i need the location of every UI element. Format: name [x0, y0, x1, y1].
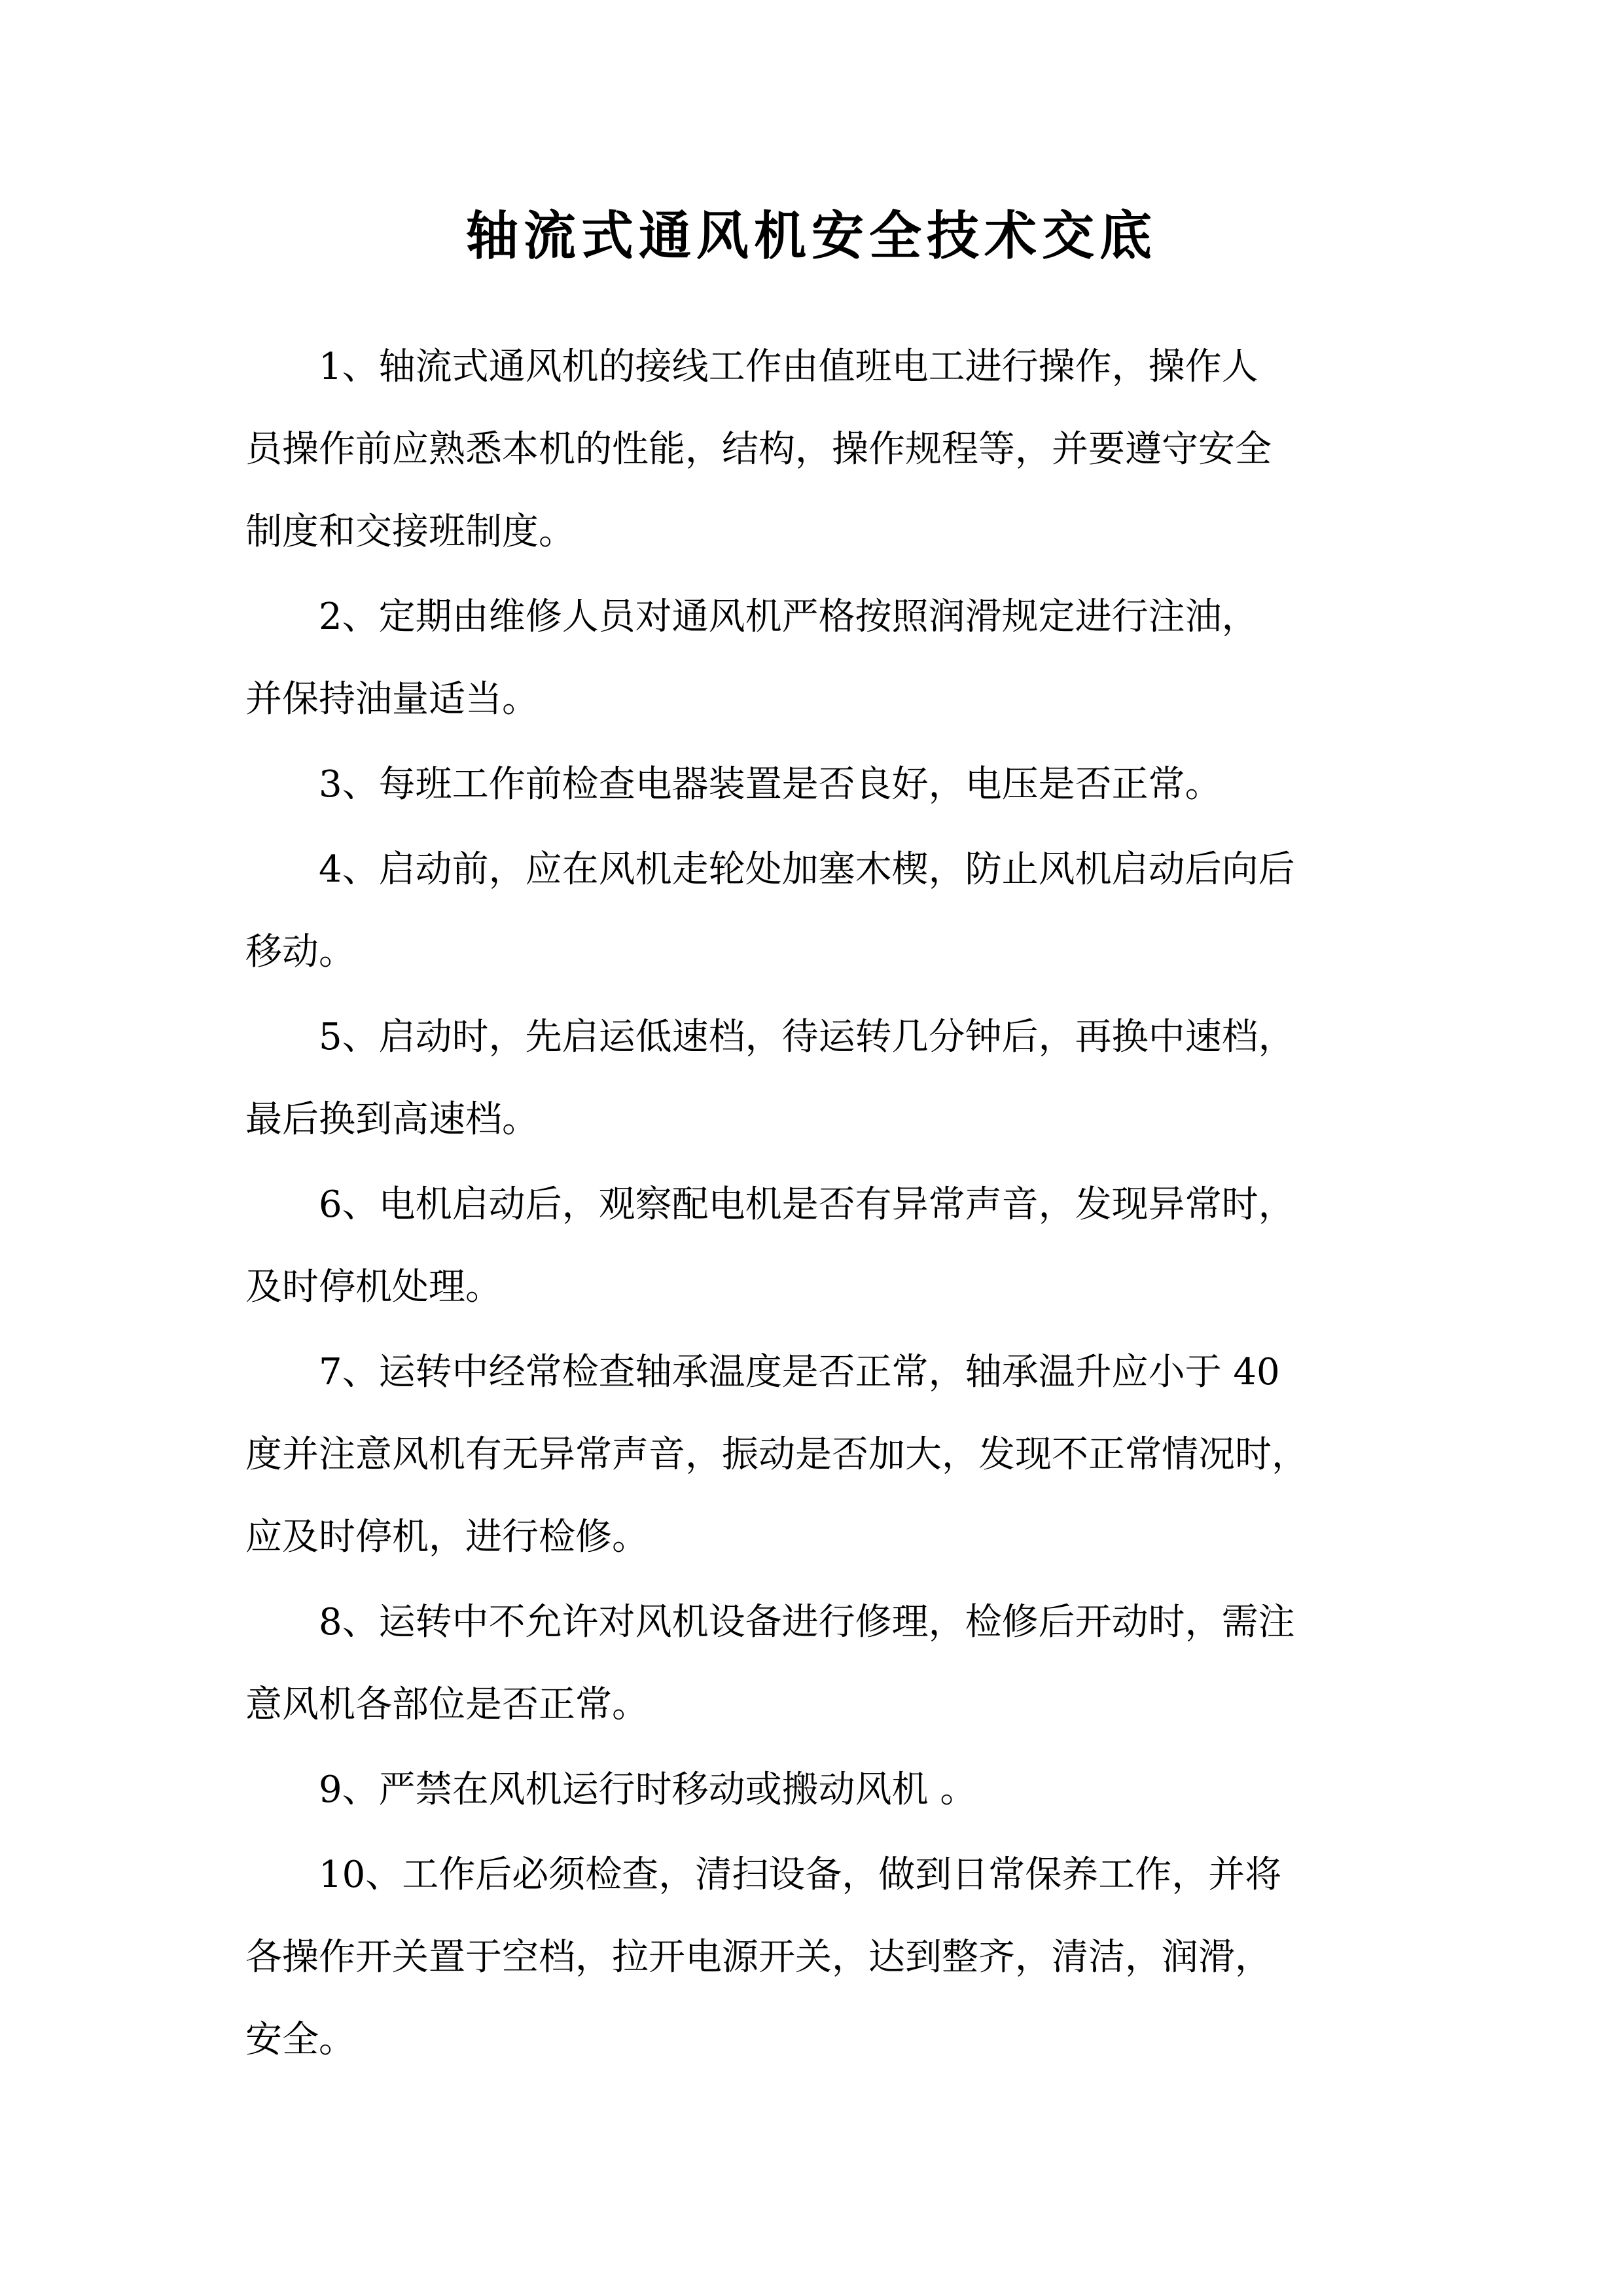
list-item [245, 829, 1384, 994]
list-item [245, 1749, 1384, 1831]
document-title: 轴流式通风机安全技术交底 [466, 205, 1157, 266]
list-item [245, 576, 1384, 741]
paragraph-line: 安全。 [245, 2018, 355, 2061]
paragraph-line: 6、电机启动后，观察配电机是否有异常声音，发现异常时， [319, 1183, 1295, 1226]
list-item [245, 326, 1384, 573]
paragraph-line: 及时停机处理。 [245, 1266, 502, 1308]
paragraph-line: 1、轴流式通风机的接线工作由值班电工进行操作，操作人 [319, 346, 1258, 388]
document-body [245, 326, 1384, 2084]
paragraph-line: 制度和交接班制度。 [245, 511, 575, 553]
list-item [245, 1581, 1384, 1746]
paragraph-line: 5、启动时，先启运低速档，待运转几分钟后，再换中速档， [319, 1016, 1295, 1058]
list-item [245, 1331, 1384, 1579]
paragraph-line: 并保持油量适当。 [245, 678, 539, 721]
paragraph-line: 各操作开关置于空档，拉开电源开关，达到整齐，清洁，润滑， [245, 1936, 1272, 1979]
paragraph-line: 移动。 [245, 931, 355, 973]
paragraph-line: 最后换到高速档。 [245, 1098, 539, 1141]
paragraph-line: 10、工作后必须检查，清扫设备，做到日常保养工作，并将 [319, 1854, 1282, 1896]
paragraph-line: 8、运转中不允许对风机设备进行修理，检修后开动时，需注 [319, 1601, 1295, 1643]
paragraph-line: 2、定期由维修人员对通风机严格按照润滑规定进行注油， [319, 596, 1258, 638]
list-item [245, 1834, 1384, 2081]
paragraph-line: 员操作前应熟悉本机的性能，结构，操作规程等，并要遵守安全 [245, 428, 1272, 471]
paragraph-line: 9、严禁在风机运行时移动或搬动风机 。 [319, 1768, 977, 1811]
paragraph-line: 7、运转中经常检查轴承温度是否正常，轴承温升应小于 40 [319, 1351, 1280, 1393]
paragraph-line: 意风机各部位是否正常。 [245, 1683, 649, 1726]
list-item [245, 744, 1384, 826]
paragraph-line: 3、每班工作前检查电器装置是否良好，电压是否正常。 [319, 763, 1222, 806]
paragraph-line: 度并注意风机有无异常声音，振动是否加大，发现不正常情况时， [245, 1433, 1308, 1476]
paragraph-line: 应及时停机，进行检修。 [245, 1516, 649, 1558]
paragraph-line: 4、启动前，应在风机走轮处加塞木楔，防止风机启动后向后 [319, 848, 1295, 891]
list-item [245, 996, 1384, 1161]
list-item [245, 1164, 1384, 1329]
